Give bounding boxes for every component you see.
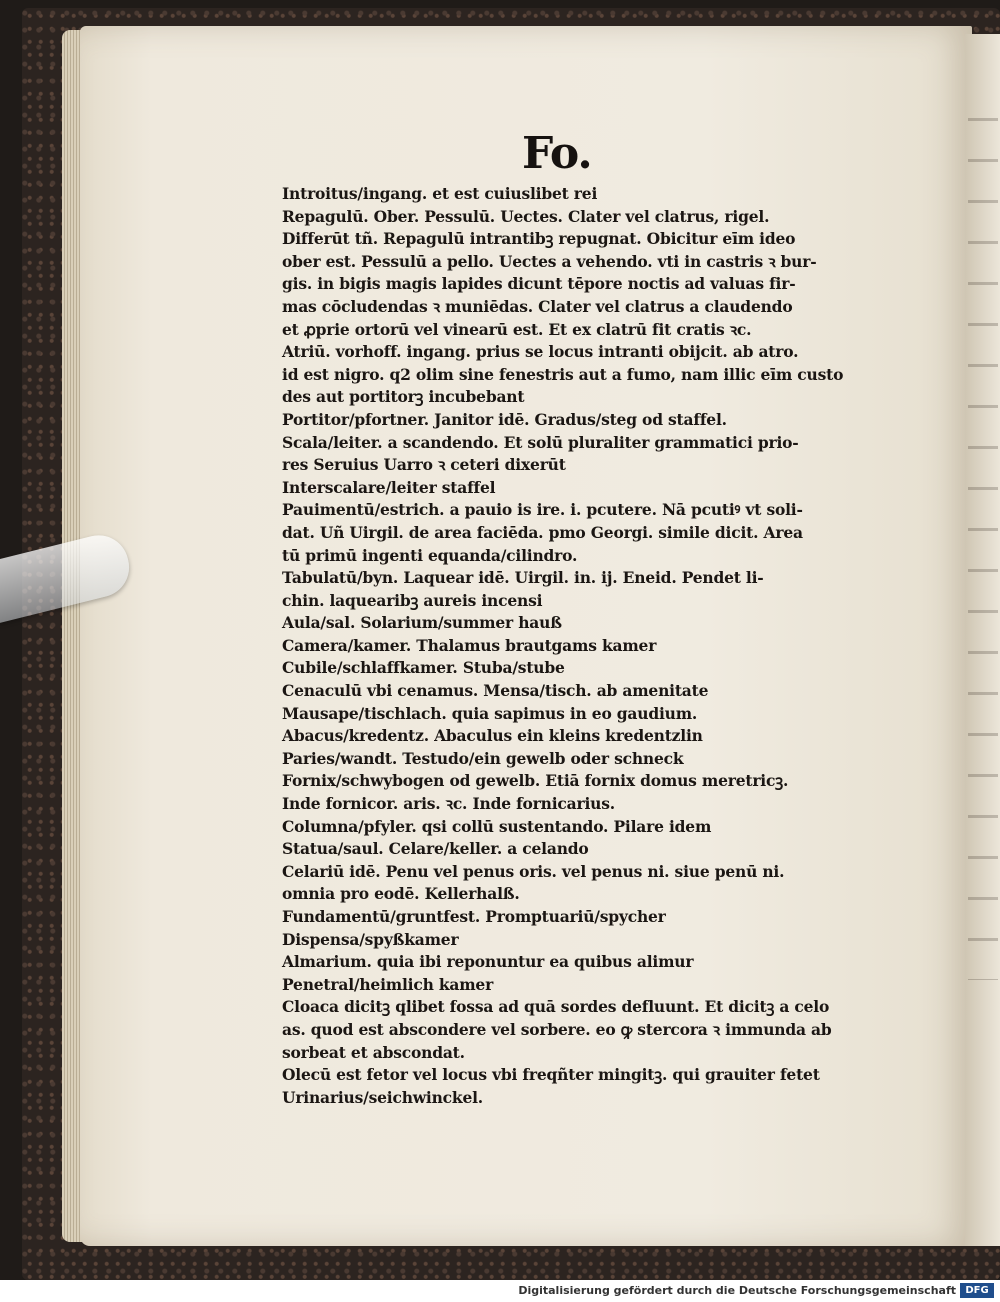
text-line: Interscalare/leiter staffel [282,477,496,497]
text-line: Columna/pfyler. qsi collū sustentando. Pilare idem [282,816,712,836]
funding-credit: Digitalisierung gefördert durch die Deutsche Forschungsgemeinschaft [518,1284,956,1297]
text-line: Atriū. vorhoff. ingang. prius se locus intranti obijcit. ab atro. [282,342,799,362]
text-line: omnia pro eodē. Kellerhalß. [282,884,520,904]
text-line: res Seruius Uarro ꝛ ceteri dixerūt [282,455,566,475]
text-line: Fornix/schwybogen od gewelb. Etiā fornix domus meretricꝫ. [282,771,789,791]
text-line: Cenaculū vbi cenamus. Mensa/tisch. ab amenitate [282,681,709,701]
text-block [282,183,862,1109]
text-line: Dispensa/spyßkamer [282,929,459,949]
footer-bar [0,1280,1000,1302]
text-line: dat. Uñ Uirgil. de area faciēda. pmo Georgi. simile dicit. Area [282,522,803,542]
text-line: des aut portitorꝫ incubebant [282,387,525,407]
text-line: Urinarius/seichwinckel. [282,1087,484,1107]
text-line: Cloaca dicitꝫ qlibet fossa ad quā sordes defluunt. Et dicitꝫ a celo [282,997,830,1017]
text-line: Camera/kamer. Thalamus brautgams kamer [282,635,657,655]
text-line: Introitus/ingang. et est cuiuslibet rei [282,184,598,203]
text-line: sorbeat et abscondat. [282,1042,465,1062]
facing-page-text-shadow [968,80,998,980]
dfg-logo-icon: DFG [960,1283,994,1298]
text-line: Olecū est fetor vel locus vbi freqñter mingitꝫ. qui grauiter fetet [282,1065,820,1085]
text-line: Celariū idē. Penu vel penus oris. vel penus ni. siue penū ni. [282,861,785,881]
text-line: Mausape/tischlach. quia sapimus in eo gaudium. [282,703,698,723]
text-line: ober est. Pessulū a pello. Uectes a vehendo. vti in castris ꝛ bur- [282,251,817,271]
text-line: Portitor/pfortner. Janitor idē. Gradus/steg od staffel. [282,409,727,429]
text-line: mas cōcludendas ꝛ muniēdas. Clater vel clatrus a claudendo [282,296,793,316]
text-line: Pauimentū/estrich. a pauio is ire. i. pcutere. Nā pcutiꝰ vt soli- [282,500,803,520]
text-line: Cubile/schlaffkamer. Stuba/stube [282,658,565,678]
text-line: Almarium. quia ibi reponuntur ea quibus alimur [282,952,694,972]
text-line: Fundamentū/gruntfest. Promptuariū/spycher [282,907,666,926]
text-line: Statua/saul. Celare/keller. a celando [282,839,589,859]
text-line: Repagulū. Ober. Pessulū. Uectes. Clater vel clatrus, rigel. [282,206,770,226]
text-line: tū primū ingenti equanda/cilindro. [282,545,578,565]
text-line: Aula/sal. Solarium/summer hauß [282,613,562,633]
text-line: chin. laquearibꝫ aureis incensi [282,590,543,610]
text-line: Inde fornicor. aris. ꝛc. Inde fornicarius. [282,794,615,814]
text-line: Tabulatū/byn. Laquear idē. Uirgil. in. ij. Eneid. Pendet li- [282,568,764,588]
text-line: Differūt tñ. Repagulū intrantibꝫ repugnat. Obicitur eīm ideo [282,229,796,249]
text-line: et ꝓprie ortorū vel vinearū est. Et ex clatrū fit cratis ꝛc. [282,319,752,339]
text-line: Paries/wandt. Testudo/ein gewelb oder schneck [282,748,684,768]
text-line: Penetral/heimlich kamer [282,974,494,994]
text-line: as. quod est abscondere vel sorbere. eo ꝙ stercora ꝛ immunda ab [282,1019,832,1039]
page-heading: Fo. [522,128,592,179]
text-line: gis. in bigis magis lapides dicunt tēpore noctis ad valuas fir- [282,274,796,294]
text-line: id est nigro. q2 olim sine fenestris aut a fumo, nam illic eīm custo [282,364,844,384]
text-line: Scala/leiter. a scandendo. Et solū pluraliter grammatici prio- [282,432,799,452]
text-line: Abacus/kredentz. Abaculus ein kleins kredentzlin [282,726,703,746]
